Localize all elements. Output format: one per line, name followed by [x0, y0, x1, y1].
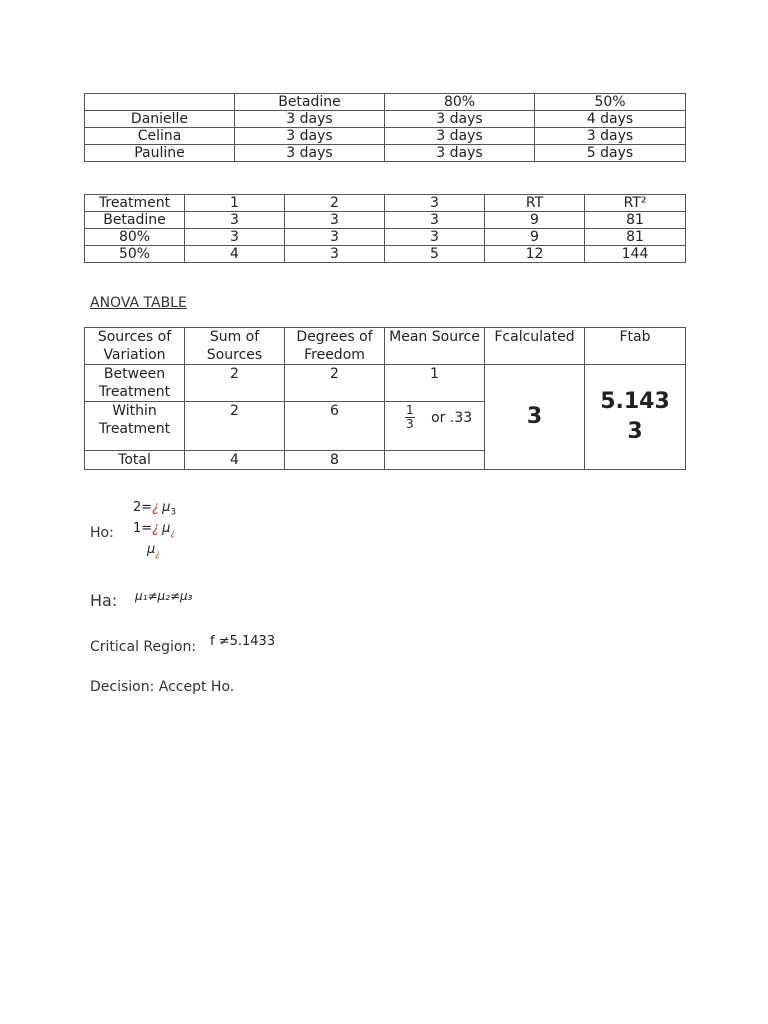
table-cell: 3 days [385, 128, 535, 145]
days-table [84, 93, 686, 162]
eq-glyph: ¿ [152, 521, 160, 536]
header-cell: 50% [535, 94, 686, 111]
eq-glyph: ¿ [152, 500, 160, 515]
table-cell: Total [85, 451, 185, 470]
ho-equation-line [147, 542, 160, 560]
table-cell: 2 [185, 365, 285, 402]
table-cell: 80% [85, 229, 185, 246]
table-cell: 5 days [535, 145, 686, 162]
treatment-table [84, 194, 686, 263]
table-cell: 3 days [385, 111, 535, 128]
table-cell: Pauline [85, 145, 235, 162]
mu-symbol: μ [147, 542, 156, 557]
table-cell: 4 [185, 451, 285, 470]
table-cell: 9 [485, 212, 585, 229]
table-cell: 4 days [535, 111, 686, 128]
table-cell: Within Treatment [85, 402, 185, 451]
header-cell: Sum of Sources [185, 328, 285, 365]
header-cell: Sources of Variation [85, 328, 185, 365]
treatment-table-header [85, 195, 686, 212]
mu-symbol: μ [162, 521, 171, 536]
eq-subscript: 3 [170, 507, 177, 518]
header-cell: Betadine [235, 94, 385, 111]
mu-symbol: μ [162, 500, 171, 515]
days-table-header [85, 94, 686, 111]
table-cell: 3 [285, 229, 385, 246]
table-cell: 3 days [535, 128, 686, 145]
table-cell: 3 [285, 212, 385, 229]
table-cell: 81 [585, 229, 686, 246]
table-cell: 81 [585, 212, 686, 229]
table-cell: 3 [185, 212, 285, 229]
anova-header-row [85, 328, 686, 365]
header-cell: Treatment [85, 195, 185, 212]
decision-text: Decision: Accept Ho. [90, 679, 235, 695]
fraction-numerator: 1 [406, 403, 414, 417]
table-cell: 3 days [235, 128, 385, 145]
fraction [405, 404, 415, 431]
table-cell: 3 [385, 212, 485, 229]
header-cell: Mean Source [385, 328, 485, 365]
header-cell: Fcalculated [485, 328, 585, 365]
header-cell: RT² [585, 195, 686, 212]
eq-lhs: 1= [133, 521, 153, 536]
table-row [85, 128, 686, 145]
table-cell: 50% [85, 246, 185, 263]
eq-subscript: ¿ [155, 549, 161, 560]
anova-title: ANOVA TABLE [90, 295, 187, 311]
ha-label: Ha: [90, 591, 118, 610]
header-cell: 2 [285, 195, 385, 212]
table-cell: 3 [385, 229, 485, 246]
ho-equation-line [133, 521, 175, 539]
header-cell: 1 [185, 195, 285, 212]
header-cell: Ftab [585, 328, 686, 365]
table-cell: 8 [285, 451, 385, 470]
table-cell: Between Treatment [85, 365, 185, 402]
fraction-suffix: or .33 [431, 409, 473, 426]
table-cell: 9 [485, 229, 585, 246]
table-row [85, 145, 686, 162]
table-row [85, 229, 686, 246]
ha-expression: μ₁≠μ₂≠μ₃ [135, 589, 193, 603]
table-cell: 6 [285, 402, 385, 451]
header-cell: 80% [385, 94, 535, 111]
critical-region-label: Critical Region: [90, 639, 197, 655]
header-cell [85, 94, 235, 111]
ho-equation-line [133, 500, 176, 518]
header-cell: Degrees of Freedom [285, 328, 385, 365]
table-cell: 1 [385, 365, 485, 402]
anova-table [84, 327, 686, 470]
table-cell [385, 451, 485, 470]
table-row [85, 212, 686, 229]
table-row [85, 111, 686, 128]
eq-lhs: 2= [133, 500, 153, 515]
fcalculated-value: 3 [485, 365, 585, 470]
table-cell: Danielle [85, 111, 235, 128]
table-cell: 3 [285, 246, 385, 263]
table-cell: 12 [485, 246, 585, 263]
critical-region-value: f ≠5.1433 [210, 634, 276, 649]
ftab-value: 5.143 3 [585, 365, 686, 470]
header-cell: RT [485, 195, 585, 212]
table-cell: 5 [385, 246, 485, 263]
table-cell: Celina [85, 128, 235, 145]
eq-subscript: ¿ [170, 528, 176, 539]
within-mean-cell [385, 402, 485, 451]
table-cell: 4 [185, 246, 285, 263]
anova-between-row [85, 365, 686, 402]
ho-label: Ho: [90, 525, 114, 541]
table-cell: 3 days [385, 145, 535, 162]
table-row [85, 246, 686, 263]
table-cell: 2 [185, 402, 285, 451]
table-cell: 3 days [235, 111, 385, 128]
table-cell: 2 [285, 365, 385, 402]
table-cell: 144 [585, 246, 686, 263]
table-cell: Betadine [85, 212, 185, 229]
table-cell: 3 days [235, 145, 385, 162]
header-cell: 3 [385, 195, 485, 212]
fraction-denominator: 3 [406, 417, 414, 431]
table-cell: 3 [185, 229, 285, 246]
